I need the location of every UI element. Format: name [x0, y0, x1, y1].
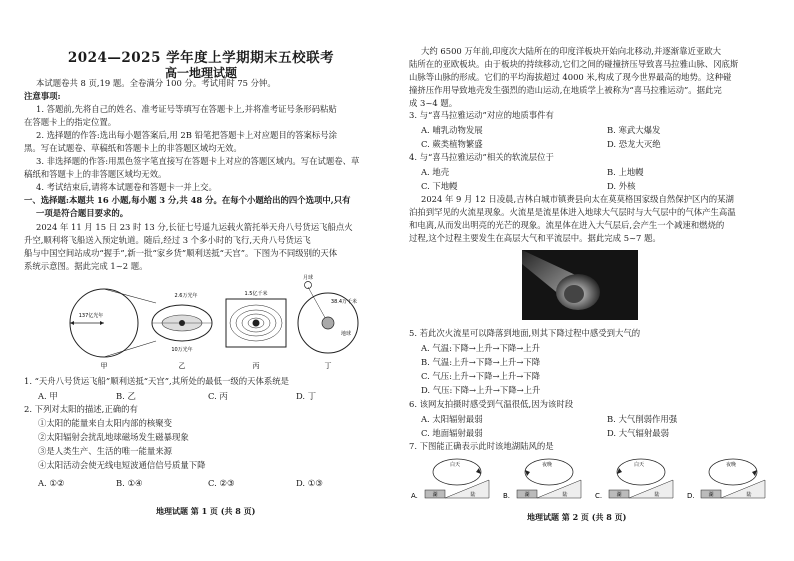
q4-option-a[interactable]: A. 地壳 [421, 167, 450, 177]
note-line: 1. 答题前,先将自己的姓名、准考证号等填写在答题卡上,并将准考证号条形码粘贴 [36, 104, 337, 114]
diagram-label: 夜晚 [541, 462, 553, 468]
q2-option-c[interactable]: C. ②③ [208, 478, 235, 488]
passage-line: 山脉等山脉的形成。它们的平均海拔超过 4000 米,构成了现今世界最高的地势。这种碰 [409, 72, 732, 82]
option-label: C. [595, 492, 603, 500]
question-7-stem: 7. 下图能正确表示此时该地湖陆风的是 [409, 441, 554, 451]
figure-label: 丙 [252, 362, 260, 369]
diagram-label: 白天 [633, 462, 645, 468]
q5-option-d[interactable]: D. 气压:下降→上升→下降→上升 [421, 385, 541, 395]
q4-option-d[interactable]: D. 外核 [607, 181, 636, 191]
page-footer: 地理试题 第 2 页 (共 8 页) [527, 512, 627, 522]
lake-land-breeze-diagrams [407, 452, 787, 502]
q5-option-c[interactable]: C. 气压:上升→下降→上升→下降 [421, 371, 541, 381]
q2-option-b[interactable]: B. ①④ [116, 478, 143, 488]
q4-option-b[interactable]: B. 上地幔 [607, 167, 644, 177]
passage-line: 泊拍到罕见的火流星现象。火流星是流星体进入地球大气层时与大气层中的气体产生高温 [409, 207, 736, 217]
note-line: 3. 非选择题的作答:用黑色签字笔直接写在答题卡上对应的答题区域内。写在试题卷、草 [36, 156, 360, 166]
note-line: 4. 考试结束后,请将本试题卷和答题卡一并上交。 [36, 182, 217, 192]
q1-option-a[interactable]: A. 甲 [38, 391, 58, 401]
figure-label: 地球 [340, 331, 352, 337]
passage-line: 船与中国空间站成功“握手”,新一批“家乡货”顺利送抵“天宫”。下图为不同级别的天体 [24, 248, 338, 258]
option-label: A. [411, 492, 418, 500]
q6-option-d[interactable]: D. 大气辐射最弱 [607, 428, 669, 438]
figure-label: 丁 [324, 362, 332, 369]
page-2 [407, 0, 787, 561]
exam-subtitle: 高一地理试题 [164, 66, 237, 80]
passage-line: 2024 年 11 月 15 日 23 时 13 分,长征七号遥九运载火箭托举天舟八号货运飞船点火 [36, 222, 353, 232]
diagram-label: 湖 [432, 492, 438, 498]
diagram-label: 陆 [562, 492, 568, 498]
question-6-stem: 6. 该网友拍摄时感受到气温很低,因为该时段 [409, 399, 574, 409]
question-5-stem: 5. 若此次火流星可以降落到地面,则其下降过程中感受到大气的 [409, 328, 641, 338]
notice-heading: 注意事项: [24, 91, 61, 101]
option-label: B. [503, 492, 511, 500]
diagram-label: 湖 [708, 492, 714, 498]
q5-option-a[interactable]: A. 气温:下降→上升→下降→上升 [421, 343, 540, 353]
question-4-stem: 4. 与“喜马拉雅运动”相关的软流层位于 [409, 152, 554, 162]
q5-option-b[interactable]: B. 气温:上升→下降→上升→下降 [421, 357, 541, 367]
question-2-stem: 2. 下列对太阳的描述,正确的有 [24, 404, 138, 414]
passage-line: 撞挤压作用导致地壳发生强烈的造山运动,在地质学上被称为“喜马拉雅运动”。据此完 [409, 85, 722, 95]
exam-title: 2024—2025 学年度上学期期末五校联考 [67, 50, 335, 66]
diagram-label: 陆 [470, 492, 476, 498]
q2-option-a[interactable]: A. ①② [38, 478, 65, 488]
q6-option-a[interactable]: A. 太阳辐射最弱 [421, 414, 483, 424]
q3-option-c[interactable]: C. 蕨类植物繁盛 [421, 139, 483, 149]
diagram-label: 陆 [746, 492, 752, 498]
q3-option-d[interactable]: D. 恐龙大灭绝 [607, 139, 661, 149]
q2-item: ①太阳的能量来自太阳内部的核聚变 [38, 418, 172, 428]
passage-line: 成 3~4 题。 [409, 98, 458, 108]
passage-line: 陆所在的亚欧板块。由于板块的持续移动,它们之间的碰撞挤压导致喜马拉雅山脉、冈底斯 [409, 59, 739, 69]
q3-option-b[interactable]: B. 寒武大爆发 [607, 125, 661, 135]
passage-line: 2024 年 9 月 12 日凌晨,吉林白城市镇赉县向太在莫莫格国家级自然保护区内的某湖 [421, 194, 734, 204]
passage-line: 系统示意图。据此完成 1~2 题。 [24, 261, 148, 271]
diagram-label: 白天 [449, 462, 461, 468]
passage-line: 大约 6500 万年前,印度次大陆所在的印度洋板块开始向北移动,并逐渐靠近亚欧大 [421, 46, 721, 56]
q6-option-c[interactable]: C. 地面辐射最弱 [421, 428, 483, 438]
figure-label: 137亿光年 [78, 313, 104, 319]
q3-option-a[interactable]: A. 哺乳动物发展 [421, 125, 483, 135]
q6-option-b[interactable]: B. 大气削弱作用强 [607, 414, 678, 424]
note-line: 在答题卡上的指定位置。 [24, 117, 117, 127]
note-line: 稿纸和答题卡上的非答题区域均无效。 [24, 169, 167, 179]
note-line: 2. 选择题的作答:选出每小题答案后,用 2B 铅笔把答题卡上对应题目的答案标号涂 [36, 130, 337, 140]
page-1 [6, 0, 386, 561]
q1-option-c[interactable]: C. 丙 [208, 391, 228, 401]
diagram-label: 夜晚 [725, 462, 737, 468]
q2-item: ②太阳辐射会扰乱地球磁场发生磁暴现象 [38, 432, 189, 442]
celestial-system-figure [56, 273, 376, 369]
question-1-stem: 1. “天舟八号货运飞船”顺利送抵“天宫”,其所处的最低一级的天体系统是 [24, 376, 289, 386]
figure-label: 月球 [302, 275, 314, 281]
passage-line: 过程,这个过程主要发生在高层大气和平流层中。据此完成 5~7 题。 [409, 233, 661, 243]
page-footer: 地理试题 第 1 页 (共 8 页) [156, 506, 256, 516]
q2-item: ④太阳活动会使无线电短波通信信号质量下降 [38, 460, 206, 470]
exam-info: 本试题卷共 8 页,19 题。全卷满分 100 分。考试用时 75 分钟。 [36, 78, 276, 88]
q2-item: ③是人类生产、生活的唯一能量来源 [38, 446, 172, 456]
option-label: D. [687, 492, 695, 500]
q4-option-c[interactable]: C. 下地幔 [421, 181, 458, 191]
section-one-heading: 一项是符合题目要求的。 [36, 208, 129, 218]
diagram-label: 湖 [616, 492, 622, 498]
section-one-heading: 一、选择题:本题共 16 小题,每小题 3 分,共 48 分。在每个小题给出的四个选项中,只有 [24, 195, 351, 205]
figure-label: 2.6万光年 [174, 293, 198, 299]
figure-label: 甲 [100, 362, 108, 369]
figure-label: 1.5亿千米 [244, 291, 268, 297]
diagram-label: 湖 [524, 492, 530, 498]
q1-option-d[interactable]: D. 丁 [296, 391, 317, 401]
figure-label: 乙 [178, 362, 186, 369]
note-line: 黑。写在试题卷、草稿纸和答题卡上的非答题区域均无效。 [24, 143, 242, 153]
question-3-stem: 3. 与“喜马拉雅运动”对应的地质事件有 [409, 110, 554, 120]
fireball-photo [522, 250, 638, 320]
passage-line: 和电离,从而发出明亮的光芒的现象。流星体在进入大气层后,会产生一个减速和燃烧的 [409, 220, 725, 230]
figure-label: 10万光年 [171, 347, 193, 353]
diagram-label: 陆 [654, 492, 660, 498]
figure-label: 38.4万千米 [330, 299, 358, 305]
passage-line: 升空,顺利将飞船送入预定轨道。随后,经过 3 个多小时的飞行,天舟八号货运飞 [24, 235, 311, 245]
q2-option-d[interactable]: D. ①③ [296, 478, 323, 488]
q1-option-b[interactable]: B. 乙 [116, 391, 136, 401]
